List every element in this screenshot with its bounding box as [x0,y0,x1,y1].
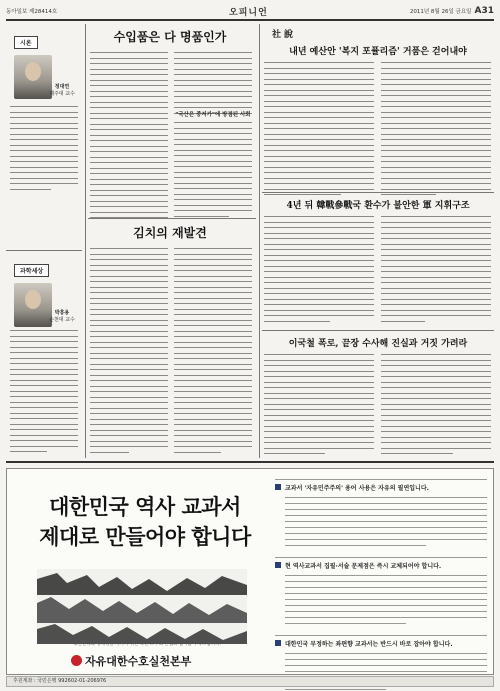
editorial-title-1: 내년 예산안 '복지 포퓰리즘' 거품은 걷어내야 [289,47,467,57]
editorial-text [381,216,491,326]
author-byline: 정대연 제주대 교수 [49,84,75,97]
editorial-text [264,216,374,326]
column-rule [259,24,260,458]
article-text [90,248,168,457]
article-text [174,52,252,118]
article-text [174,248,252,457]
masthead [6,4,494,18]
section-title: 오피니언 [229,8,268,18]
editorial-text [381,354,491,459]
ad-point-1: 교과서 '자유민주주의' 용어 사용은 자유의 필연입니다. [275,479,487,495]
editorial-text [264,62,374,200]
column-text [10,330,78,457]
ad-org-logo: 자유대한수호실천본부 [71,653,191,669]
article-title-masterpiece: 수입품은 다 명품인가 [113,30,227,44]
article-title-kimchi: 김치의 재발견 [133,226,207,240]
ad-footer: 후원계좌 : 국민은행 992602-01-206976 [6,676,494,687]
divider [88,218,256,219]
section-tag-opinion: 시론 [14,36,38,49]
ad-body [275,479,487,691]
ad-point-3: 대한민국 부정하는 좌편향 교과서는 반드시 바로 잡아야 합니다. [275,635,487,651]
divider [6,250,82,251]
ad-point-2: 현 역사교과서 집필·서술 문제점은 즉시 교체되어야 합니다. [275,557,487,573]
editorial-tag: 社說 [272,30,297,40]
ad-title-line2: 제대로 만들어야 합니다 [39,525,251,549]
section-rule [6,461,494,463]
column-rule [85,24,86,458]
article-text [174,122,252,221]
divider [262,330,494,331]
ad-title-line1: 대한민국 역사 교과서 [49,495,241,519]
columnist-sidebar [6,24,82,458]
org-emblem-icon [71,655,82,666]
paper-issue: 동아일보 제28414호 [6,9,58,15]
editorial-title-2: 4년 뒤 韓戰參戰국 환수가 불안한 軍 지휘구조 [286,201,470,211]
article-subhead: "국산은 중저가"에 방점된 사회 [175,112,251,118]
ad-note: 대한민국의 정체성을 지키기 위한 국민 모두의 관심과 참여를 부탁드립니다. [73,642,221,647]
masthead-rule [6,19,494,21]
editorial-text [264,354,374,459]
section-tag-science: 과학세상 [14,264,49,277]
divider [262,192,494,193]
page-date: 2011년 8월 26일 금요일 A31 [409,6,494,16]
ad-pattern-graphic [37,569,247,644]
advertisement [6,468,494,675]
editorial-text [381,62,491,200]
author-byline: 박흥용 순천대 교수 [49,310,75,323]
editorial-title-3: 이국철 폭로, 끝장 수사해 진실과 거짓 가려라 [288,339,468,349]
column-text [10,106,78,194]
article-text [90,52,168,223]
